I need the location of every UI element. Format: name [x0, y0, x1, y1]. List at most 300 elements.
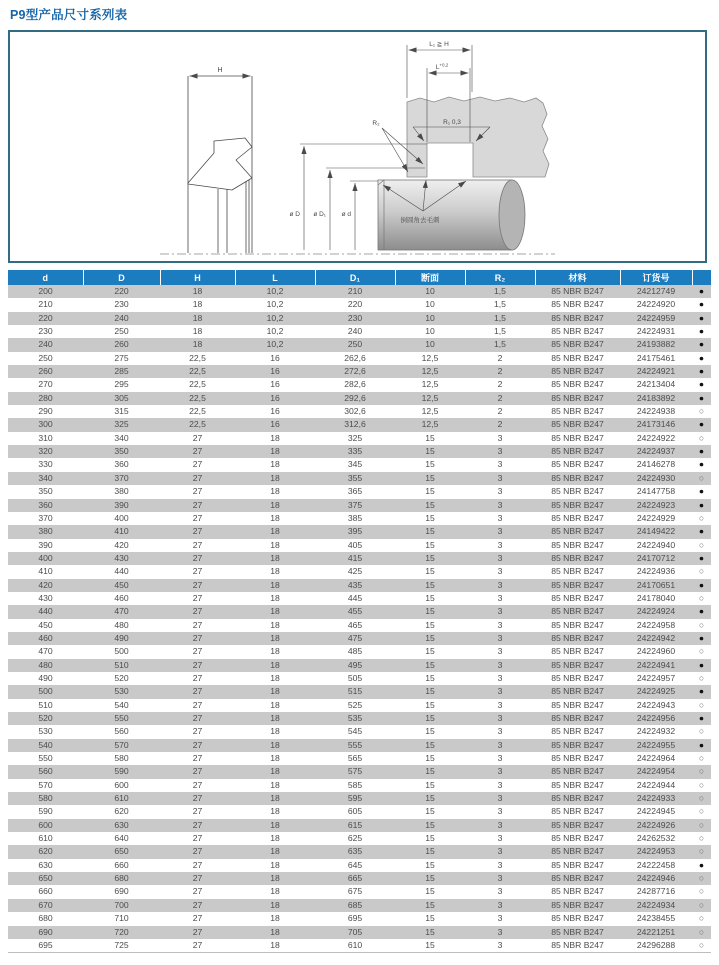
cell: 85 NBR B247 — [551, 539, 604, 550]
cell: 85 NBR B247 — [551, 873, 604, 884]
cell: 490 — [38, 672, 53, 683]
cell: 15 — [425, 552, 435, 563]
availability-dot: ○ — [698, 899, 705, 910]
cell: 24224920 — [636, 299, 676, 310]
cell: 85 NBR B247 — [551, 606, 604, 617]
cell: 18 — [270, 566, 280, 577]
column-header-D1: D₁ — [315, 270, 395, 285]
cell: 24224960 — [636, 646, 676, 657]
cell: 415 — [347, 552, 363, 563]
cell: 10,2 — [266, 312, 284, 323]
cell: 18 — [270, 713, 280, 723]
cell: 85 NBR B247 — [551, 646, 604, 657]
cell: 3 — [497, 486, 503, 497]
table-row — [8, 792, 711, 805]
cell: 3 — [497, 739, 503, 750]
table-row — [8, 565, 711, 578]
cell: 3 — [497, 526, 503, 537]
cell: 16 — [270, 366, 280, 377]
dim-label-l-tolerance: +0,2 — [439, 62, 449, 68]
cell: 27 — [192, 499, 203, 510]
cell: 3 — [497, 859, 503, 870]
table-row — [8, 338, 711, 351]
cell: 85 NBR B247 — [551, 672, 604, 683]
cell: 27 — [192, 766, 203, 777]
cell: 480 — [38, 659, 53, 670]
cell: 18 — [270, 739, 280, 750]
cell: 18 — [270, 766, 280, 777]
cell: 2 — [497, 419, 503, 430]
cell: 390 — [114, 499, 129, 510]
cell: 24224964 — [636, 753, 676, 764]
cell: 315 — [114, 406, 129, 417]
cell: 660 — [114, 859, 129, 870]
svg-text:L+0,2 — [436, 63, 449, 72]
cell: 27 — [192, 459, 203, 470]
cell: 480 — [114, 619, 129, 630]
cell: 85 NBR B247 — [551, 939, 604, 950]
cell: 600 — [114, 779, 129, 790]
availability-dot: ○ — [698, 539, 705, 550]
cell: 27 — [192, 739, 203, 750]
cell: 27 — [192, 753, 203, 764]
table-row — [8, 392, 711, 405]
cell: 620 — [38, 846, 53, 857]
cell: 550 — [114, 713, 129, 723]
table-row — [8, 418, 711, 431]
cell: 16 — [270, 392, 280, 403]
cell: 3 — [497, 806, 503, 817]
cell: 27 — [192, 859, 203, 870]
availability-dot: ● — [698, 352, 705, 363]
cell: 15 — [425, 846, 435, 857]
cell: 18 — [270, 512, 280, 523]
cell: 3 — [497, 886, 503, 897]
cell: 24262532 — [636, 833, 676, 844]
cell: 18 — [270, 672, 280, 683]
table-row — [8, 405, 711, 418]
cell: 470 — [38, 646, 53, 657]
cell: 24224954 — [636, 766, 676, 777]
cell: 85 NBR B247 — [551, 512, 604, 523]
availability-dot: ○ — [698, 406, 705, 417]
cell: 24224924 — [636, 606, 676, 617]
cell: 3 — [497, 939, 503, 950]
cell: 420 — [114, 539, 129, 550]
dim-label-dia-D: ø D — [289, 211, 300, 218]
cell: 24224943 — [636, 699, 676, 710]
cell: 380 — [38, 526, 53, 537]
cell: 725 — [114, 939, 129, 950]
cell: 15 — [425, 793, 435, 804]
table-row — [8, 805, 711, 818]
dim-label-l: L — [435, 64, 440, 71]
cell: 27 — [192, 486, 203, 497]
table-row — [8, 712, 711, 725]
cell: 18 — [270, 899, 280, 910]
cell: 420 — [38, 579, 53, 590]
cell: 230 — [347, 312, 363, 323]
cell: 85 NBR B247 — [551, 833, 604, 844]
availability-dot: ● — [698, 486, 705, 497]
table-row — [8, 725, 711, 738]
cell: 18 — [270, 659, 280, 670]
cell: 560 — [114, 726, 129, 737]
cell: 345 — [347, 459, 363, 470]
cell: 18 — [270, 552, 280, 563]
cell: 455 — [347, 606, 363, 617]
cell: 27 — [192, 512, 203, 523]
cell: 3 — [497, 472, 503, 483]
cell: 685 — [347, 899, 363, 910]
cell: 330 — [38, 459, 53, 470]
table-row — [8, 699, 711, 712]
cell: 1,5 — [494, 339, 506, 350]
cell: 85 NBR B247 — [551, 846, 604, 857]
cell: 10 — [425, 312, 435, 323]
cell: 15 — [425, 659, 435, 670]
cell: 85 NBR B247 — [551, 766, 604, 777]
cell: 15 — [425, 873, 435, 884]
cell: 615 — [347, 819, 363, 830]
table-row — [8, 432, 711, 445]
cell: 15 — [425, 753, 435, 764]
availability-dot: ● — [698, 499, 705, 510]
cell: 260 — [114, 339, 129, 350]
cell: 18 — [270, 686, 280, 697]
cell: 24224956 — [636, 713, 676, 723]
cell: 24224929 — [636, 512, 676, 523]
cell: 18 — [270, 499, 280, 510]
cell: 550 — [38, 753, 53, 764]
dimension-table — [8, 270, 711, 953]
cell: 262,6 — [344, 352, 366, 363]
cell: 510 — [114, 659, 129, 670]
cell: 3 — [497, 606, 503, 617]
cell: 2 — [497, 406, 503, 417]
availability-dot: ○ — [698, 939, 705, 950]
cell: 85 NBR B247 — [551, 806, 604, 817]
cell: 24224958 — [636, 619, 676, 630]
cell: 405 — [347, 539, 363, 550]
cell: 85 NBR B247 — [551, 592, 604, 603]
table-row — [8, 885, 711, 898]
cell: 85 NBR B247 — [551, 699, 604, 710]
cell: 85 NBR B247 — [551, 312, 604, 323]
cell: 650 — [114, 846, 129, 857]
table-row — [8, 605, 711, 618]
table-row — [8, 912, 711, 925]
cell: 27 — [192, 793, 203, 804]
cell: 2 — [497, 366, 503, 377]
availability-dot: ● — [698, 446, 705, 457]
cell: 15 — [425, 926, 435, 937]
availability-dot: ○ — [698, 432, 705, 443]
table-row — [8, 512, 711, 525]
cell: 610 — [114, 793, 129, 804]
availability-dot: ○ — [698, 846, 705, 857]
cell: 700 — [114, 899, 129, 910]
cell: 85 NBR B247 — [551, 392, 604, 403]
table-row — [8, 645, 711, 658]
availability-dot: ● — [698, 686, 705, 697]
column-header-order-no: 订货号 — [620, 270, 692, 285]
cell: 24224923 — [636, 499, 676, 510]
cell: 27 — [192, 686, 203, 697]
cell: 600 — [38, 819, 53, 830]
cell: 85 NBR B247 — [551, 632, 604, 643]
cell: 18 — [270, 913, 280, 924]
cell: 27 — [192, 873, 203, 884]
cell: 605 — [347, 806, 363, 817]
cell: 320 — [38, 446, 53, 457]
table-row — [8, 779, 711, 792]
cell: 18 — [192, 326, 203, 337]
cell: 85 NBR B247 — [551, 499, 604, 510]
cell: 3 — [497, 753, 503, 764]
table-header-row — [8, 270, 711, 285]
cell: 85 NBR B247 — [551, 726, 604, 737]
cell: 24224955 — [636, 739, 676, 750]
cell: 10 — [425, 326, 435, 337]
cell: 272,6 — [344, 366, 366, 377]
cell: 540 — [38, 739, 53, 750]
cell: 27 — [192, 886, 203, 897]
cell: 3 — [497, 579, 503, 590]
cell: 15 — [425, 606, 435, 617]
cell: 1,5 — [494, 312, 506, 323]
cell: 285 — [114, 366, 129, 377]
cell: 18 — [270, 579, 280, 590]
cell: 85 NBR B247 — [551, 526, 604, 537]
cell: 15 — [425, 739, 435, 750]
cell: 400 — [38, 552, 53, 563]
cell: 22,5 — [189, 419, 206, 430]
cell: 3 — [497, 873, 503, 884]
cell: 15 — [425, 472, 435, 483]
dim-l1 — [407, 45, 472, 98]
cell: 27 — [192, 539, 203, 550]
cell: 24170651 — [636, 579, 676, 590]
cell: 335 — [347, 446, 363, 457]
cell: 24224946 — [636, 873, 676, 884]
cell: 24173146 — [636, 419, 676, 430]
cell: 15 — [425, 446, 435, 457]
table-row — [8, 378, 711, 391]
cell: 625 — [347, 833, 363, 844]
cell: 24224930 — [636, 472, 676, 483]
page-title: P9型产品尺寸系列表 — [10, 8, 128, 22]
cell: 10 — [425, 299, 435, 310]
cell: 485 — [347, 646, 363, 657]
availability-dot: ○ — [698, 512, 705, 523]
cell: 18 — [270, 819, 280, 830]
cell: 3 — [497, 779, 503, 790]
cell: 24224944 — [636, 779, 676, 790]
cell: 27 — [192, 713, 203, 723]
cell: 3 — [497, 726, 503, 737]
cell: 400 — [114, 512, 129, 523]
cell: 85 NBR B247 — [551, 472, 604, 483]
cell: 24224921 — [636, 366, 676, 377]
availability-dot: ● — [698, 392, 705, 403]
cell: 1,5 — [494, 286, 506, 296]
cell: 27 — [192, 939, 203, 950]
cell: 18 — [270, 446, 280, 457]
column-header-L: L — [235, 270, 315, 285]
cell: 570 — [114, 739, 129, 750]
cell: 645 — [347, 859, 363, 870]
cell: 27 — [192, 619, 203, 630]
cell: 340 — [38, 472, 53, 483]
cell: 85 NBR B247 — [551, 713, 604, 723]
cell: 15 — [425, 939, 435, 950]
cell: 230 — [114, 299, 129, 310]
cell: 3 — [497, 713, 503, 723]
table-row — [8, 926, 711, 939]
cell: 2 — [497, 379, 503, 390]
table-row — [8, 552, 711, 565]
cell: 12,5 — [421, 379, 439, 390]
cell: 3 — [497, 512, 503, 523]
cell: 27 — [192, 806, 203, 817]
cell: 24224934 — [636, 899, 676, 910]
cell: 705 — [347, 926, 363, 937]
availability-dot: ● — [698, 659, 705, 670]
cell: 18 — [270, 726, 280, 737]
column-header-D: D — [83, 270, 160, 285]
cell: 15 — [425, 806, 435, 817]
cell: 370 — [114, 472, 129, 483]
cell: 300 — [38, 419, 53, 430]
cell: 85 NBR B247 — [551, 326, 604, 337]
cell: 675 — [347, 886, 363, 897]
cell: 22,5 — [189, 406, 206, 417]
column-header-R2: R₂ — [465, 270, 535, 285]
cell: 15 — [425, 459, 435, 470]
dim-label-l1: L₁ ≧ H — [429, 41, 449, 48]
cell: 85 NBR B247 — [551, 859, 604, 870]
cell: 250 — [347, 339, 363, 350]
availability-dot: ○ — [698, 766, 705, 777]
table-row — [8, 845, 711, 858]
cell: 85 NBR B247 — [551, 926, 604, 937]
cell: 18 — [270, 432, 280, 443]
availability-dot: ● — [698, 739, 705, 750]
cell: 3 — [497, 446, 503, 457]
cell: 630 — [38, 859, 53, 870]
cell: 18 — [270, 886, 280, 897]
cell: 18 — [270, 619, 280, 630]
cell: 85 NBR B247 — [551, 419, 604, 430]
cell: 430 — [114, 552, 129, 563]
cell: 355 — [347, 472, 363, 483]
cell: 350 — [114, 446, 129, 457]
table-row — [8, 832, 711, 845]
cell: 10,2 — [266, 326, 284, 337]
cell: 710 — [114, 913, 129, 924]
cell: 395 — [347, 526, 363, 537]
cell: 365 — [347, 486, 363, 497]
cell: 27 — [192, 446, 203, 457]
cell: 15 — [425, 686, 435, 697]
cell: 410 — [38, 566, 53, 577]
cell: 3 — [497, 659, 503, 670]
cell: 27 — [192, 552, 203, 563]
table-row — [8, 939, 711, 953]
cell: 610 — [38, 833, 53, 844]
cell: 10,2 — [266, 339, 284, 350]
cell: 270 — [38, 379, 53, 390]
availability-dot: ○ — [698, 779, 705, 790]
cell: 85 NBR B247 — [551, 899, 604, 910]
cell: 27 — [192, 579, 203, 590]
cell: 210 — [38, 299, 53, 310]
cell: 15 — [425, 699, 435, 710]
cell: 690 — [38, 926, 53, 937]
cell: 3 — [497, 833, 503, 844]
cell: 24147758 — [636, 486, 676, 497]
cell: 15 — [425, 779, 435, 790]
cell: 440 — [38, 606, 53, 617]
housing-block — [407, 97, 549, 177]
cell: 27 — [192, 606, 203, 617]
cell: 635 — [347, 846, 363, 857]
cell: 24224937 — [636, 446, 676, 457]
cell: 595 — [347, 793, 363, 804]
cell: 24224922 — [636, 432, 676, 443]
cell: 575 — [347, 766, 363, 777]
cell: 15 — [425, 486, 435, 497]
cell: 24193882 — [636, 339, 676, 350]
cell: 475 — [347, 632, 363, 643]
cell: 18 — [270, 833, 280, 844]
cell: 18 — [270, 873, 280, 884]
cell: 325 — [114, 419, 129, 430]
cell: 85 NBR B247 — [551, 779, 604, 790]
cell: 15 — [425, 526, 435, 537]
cell: 85 NBR B247 — [551, 446, 604, 457]
cell: 16 — [270, 419, 280, 430]
table-row — [8, 592, 711, 605]
availability-dot: ○ — [698, 833, 705, 844]
availability-dot: ○ — [698, 472, 705, 483]
cell: 240 — [38, 339, 53, 350]
cell: 12,5 — [421, 366, 439, 377]
cell: 27 — [192, 846, 203, 857]
cell: 15 — [425, 833, 435, 844]
cell: 24224940 — [636, 539, 676, 550]
table-row — [8, 285, 711, 298]
availability-dot: ○ — [698, 566, 705, 577]
cell: 3 — [497, 846, 503, 857]
cell: 500 — [38, 686, 53, 697]
cell: 18 — [270, 846, 280, 857]
cell: 24224932 — [636, 726, 676, 737]
cell: 360 — [38, 499, 53, 510]
cell: 620 — [114, 806, 129, 817]
column-header-H: H — [160, 270, 235, 285]
cell: 18 — [270, 472, 280, 483]
cell: 27 — [192, 526, 203, 537]
cell: 15 — [425, 766, 435, 777]
cell: 27 — [192, 913, 203, 924]
cell: 275 — [114, 352, 129, 363]
cell: 16 — [270, 352, 280, 363]
table-row — [8, 619, 711, 632]
cell: 450 — [38, 619, 53, 630]
cell: 340 — [114, 432, 129, 443]
